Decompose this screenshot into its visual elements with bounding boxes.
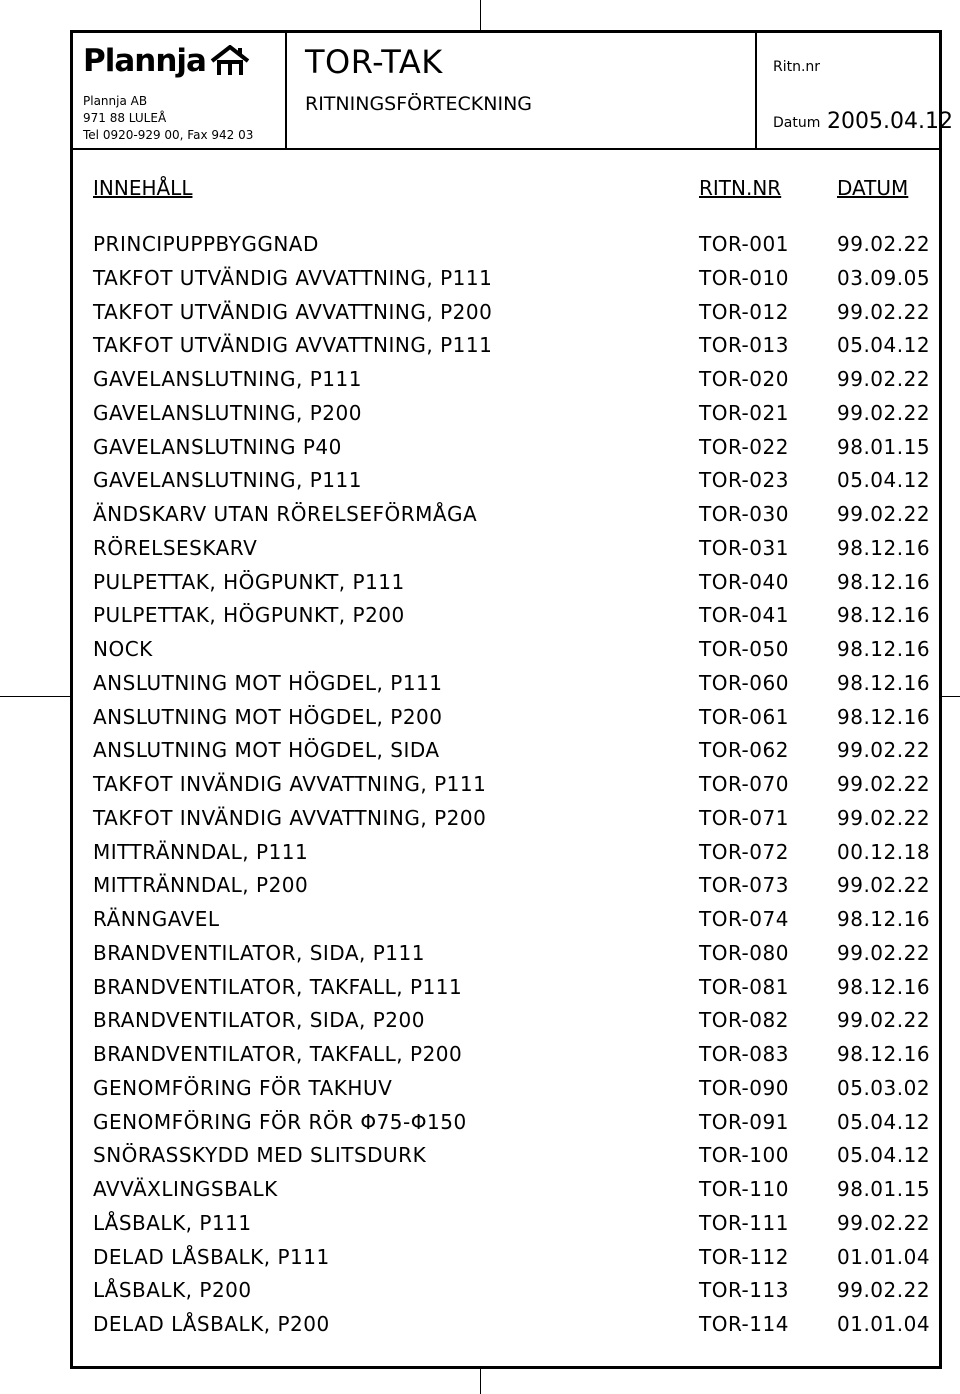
document-subtitle: RITNINGSFÖRTECKNING <box>305 93 533 115</box>
drawing-name: GENOMFÖRING FÖR RÖR Φ75-Φ150 <box>93 1109 467 1134</box>
list-item <box>73 836 939 870</box>
list-item <box>73 464 939 498</box>
crop-mark-bottom <box>480 1366 481 1394</box>
drawing-number: TOR-070 <box>699 772 789 796</box>
drawing-date: 05.04.12 <box>837 1143 931 1168</box>
drawing-number: TOR-111 <box>699 1210 789 1235</box>
drawing-number: TOR-021 <box>699 400 789 425</box>
crop-mark-right <box>939 696 960 697</box>
list-item <box>73 869 939 903</box>
list-item <box>73 1038 939 1072</box>
list-item <box>73 971 939 1005</box>
drawing-name: BRANDVENTILATOR, TAKFALL, P111 <box>93 974 463 999</box>
list-item <box>73 1173 939 1207</box>
list-item <box>73 397 939 431</box>
list-item <box>73 1308 939 1342</box>
drawing-date: 99.02.22 <box>837 400 931 425</box>
drawing-number: TOR-001 <box>699 232 789 256</box>
drawing-name: TAKFOT INVÄNDIG AVVATTNING, P111 <box>93 772 487 796</box>
drawing-name: RÄNNGAVEL <box>93 907 220 931</box>
company-phone: Tel 0920-929 00, Fax 942 03 <box>83 128 254 142</box>
drawing-name: GENOMFÖRING FÖR TAKHUV <box>93 1075 393 1100</box>
drawing-number: TOR-072 <box>699 839 789 864</box>
drawing-name: NOCK <box>93 637 153 661</box>
drawing-number: TOR-074 <box>699 907 789 931</box>
drawing-date: 98.12.16 <box>837 670 931 695</box>
drawing-date: 98.12.16 <box>837 569 931 594</box>
drawing-name: MITTRÄNNDAL, P111 <box>93 839 309 864</box>
drawing-date: 99.02.22 <box>837 1278 931 1303</box>
drawing-number: TOR-100 <box>699 1143 789 1168</box>
list-item <box>73 1106 939 1140</box>
list-item <box>73 498 939 532</box>
drawing-date: 05.03.02 <box>837 1075 931 1100</box>
list-item <box>73 363 939 397</box>
drawing-name: DELAD LÅSBALK, P200 <box>93 1312 330 1336</box>
list-item <box>73 802 939 836</box>
column-header-innehall: INNEHÅLL <box>93 176 193 200</box>
drawing-date: 05.04.12 <box>837 468 931 493</box>
drawing-number: TOR-110 <box>699 1177 789 1201</box>
drawing-date: 99.02.22 <box>837 367 931 391</box>
datum-value: 2005.04.12 <box>827 109 953 134</box>
list-item <box>73 633 939 667</box>
drawing-name: TAKFOT UTVÄNDIG AVVATTNING, P111 <box>93 265 493 290</box>
drawing-date: 00.12.18 <box>837 839 931 864</box>
drawing-date: 98.12.16 <box>837 603 931 628</box>
drawing-number: TOR-041 <box>699 603 789 628</box>
drawing-date: 05.04.12 <box>837 1109 931 1134</box>
list-item <box>73 1241 939 1275</box>
list-item <box>73 701 939 735</box>
drawing-date: 99.02.22 <box>837 232 931 256</box>
document-title: TOR-TAK <box>305 43 443 81</box>
drawing-name: GAVELANSLUTNING, P200 <box>93 400 362 425</box>
drawing-name: LÅSBALK, P111 <box>93 1210 252 1235</box>
drawing-name: MITTRÄNNDAL, P200 <box>93 873 309 898</box>
drawing-name: PULPETTAK, HÖGPUNKT, P200 <box>93 603 405 628</box>
title-block <box>73 33 953 150</box>
list-item <box>73 431 939 465</box>
drawing-date: 03.09.05 <box>837 265 931 290</box>
column-header-ritn-nr: RITN.NR <box>699 176 782 200</box>
drawing-list <box>73 228 939 1342</box>
drawing-name: ANSLUTNING MOT HÖGDEL, P200 <box>93 704 443 729</box>
drawing-name: ANSLUTNING MOT HÖGDEL, P111 <box>93 670 443 695</box>
drawing-date: 98.12.16 <box>837 974 931 999</box>
crop-mark-top <box>480 0 481 30</box>
drawing-date: 99.02.22 <box>837 940 931 965</box>
title-section <box>287 33 757 148</box>
company-logo <box>83 43 250 79</box>
drawing-date: 98.01.15 <box>837 1177 931 1201</box>
drawing-number: TOR-080 <box>699 940 789 965</box>
drawing-name: PRINCIPUPPBYGGNAD <box>93 232 319 256</box>
drawing-date: 99.02.22 <box>837 502 931 526</box>
drawing-date: 98.01.15 <box>837 434 931 459</box>
list-item <box>73 329 939 363</box>
drawing-number: TOR-060 <box>699 670 789 695</box>
drawing-number: TOR-022 <box>699 434 789 459</box>
ritn-nr-label: Ritn.nr <box>773 59 821 75</box>
drawing-name: PULPETTAK, HÖGPUNKT, P111 <box>93 569 405 594</box>
drawing-date: 01.01.04 <box>837 1312 931 1336</box>
drawing-number: TOR-081 <box>699 974 789 999</box>
drawing-number: TOR-050 <box>699 637 789 661</box>
logo-text: Plannja <box>83 43 206 79</box>
drawing-name: LÅSBALK, P200 <box>93 1278 252 1303</box>
list-item <box>73 734 939 768</box>
list-item <box>73 228 939 262</box>
drawing-name: RÖRELSESKARV <box>93 535 258 560</box>
drawing-date: 99.02.22 <box>837 1210 931 1235</box>
drawing-number: TOR-010 <box>699 265 789 290</box>
list-item <box>73 599 939 633</box>
drawing-name: ÄNDSKARV UTAN RÖRELSEFÖRMÅGA <box>93 502 478 526</box>
drawing-number: TOR-071 <box>699 805 789 830</box>
datum-label: Datum <box>773 115 821 131</box>
drawing-date: 98.12.16 <box>837 1042 931 1066</box>
list-item <box>73 937 939 971</box>
list-item <box>73 1274 939 1308</box>
drawing-date: 05.04.12 <box>837 333 931 358</box>
drawing-date: 98.12.16 <box>837 907 931 931</box>
drawing-name: GAVELANSLUTNING, P111 <box>93 367 362 391</box>
company-name: Plannja AB <box>83 94 148 108</box>
list-item <box>73 296 939 330</box>
drawing-number: TOR-040 <box>699 569 789 594</box>
list-item <box>73 903 939 937</box>
drawing-number: TOR-013 <box>699 333 789 358</box>
drawing-number: TOR-113 <box>699 1278 789 1303</box>
drawing-name: DELAD LÅSBALK, P111 <box>93 1244 330 1269</box>
drawing-number: TOR-062 <box>699 738 789 763</box>
drawing-number: TOR-090 <box>699 1075 789 1100</box>
drawing-frame <box>70 30 953 1369</box>
drawing-name: AVVÄXLINGSBALK <box>93 1177 278 1201</box>
drawing-name: TAKFOT UTVÄNDIG AVVATTNING, P111 <box>93 333 493 358</box>
drawing-name: BRANDVENTILATOR, SIDA, P111 <box>93 940 425 965</box>
list-item <box>73 1139 939 1173</box>
drawing-number: TOR-082 <box>699 1008 789 1033</box>
drawing-number: TOR-023 <box>699 468 789 493</box>
list-item <box>73 768 939 802</box>
list-item <box>73 532 939 566</box>
drawing-name: GAVELANSLUTNING, P111 <box>93 468 362 493</box>
drawing-date: 99.02.22 <box>837 299 931 324</box>
drawing-name: TAKFOT UTVÄNDIG AVVATTNING, P200 <box>93 299 493 324</box>
drawing-date: 99.02.22 <box>837 1008 931 1033</box>
drawing-name: GAVELANSLUTNING P40 <box>93 434 342 459</box>
list-item <box>73 667 939 701</box>
drawing-number: TOR-030 <box>699 502 789 526</box>
company-block <box>73 33 287 148</box>
drawing-name: SNÖRASSKYDD MED SLITSDURK <box>93 1143 427 1168</box>
drawing-number: TOR-061 <box>699 704 789 729</box>
drawing-number: TOR-114 <box>699 1312 789 1336</box>
drawing-name: BRANDVENTILATOR, TAKFALL, P200 <box>93 1042 463 1066</box>
drawing-date: 98.12.16 <box>837 535 931 560</box>
drawing-number: TOR-020 <box>699 367 789 391</box>
company-address: 971 88 LULEÅ <box>83 111 167 125</box>
drawing-name: TAKFOT INVÄNDIG AVVATTNING, P200 <box>93 805 487 830</box>
column-header-datum: DATUM <box>837 176 909 200</box>
drawing-name: ANSLUTNING MOT HÖGDEL, SIDA <box>93 738 440 763</box>
drawing-number: TOR-112 <box>699 1244 789 1269</box>
house-logo-icon <box>210 45 250 77</box>
list-item <box>73 1207 939 1241</box>
drawing-date: 99.02.22 <box>837 805 931 830</box>
crop-mark-left <box>0 696 70 697</box>
drawing-date: 99.02.22 <box>837 738 931 763</box>
drawing-date: 98.12.16 <box>837 637 931 661</box>
drawing-number: TOR-091 <box>699 1109 789 1134</box>
drawing-date: 99.02.22 <box>837 873 931 898</box>
drawing-date: 01.01.04 <box>837 1244 931 1269</box>
drawing-number: TOR-012 <box>699 299 789 324</box>
list-item <box>73 1072 939 1106</box>
drawing-number: TOR-083 <box>699 1042 789 1066</box>
drawing-date: 98.12.16 <box>837 704 931 729</box>
list-item <box>73 566 939 600</box>
meta-section <box>757 33 953 148</box>
list-item <box>73 1004 939 1038</box>
drawing-name: BRANDVENTILATOR, SIDA, P200 <box>93 1008 425 1033</box>
list-item <box>73 262 939 296</box>
drawing-number: TOR-073 <box>699 873 789 898</box>
drawing-date: 99.02.22 <box>837 772 931 796</box>
drawing-number: TOR-031 <box>699 535 789 560</box>
